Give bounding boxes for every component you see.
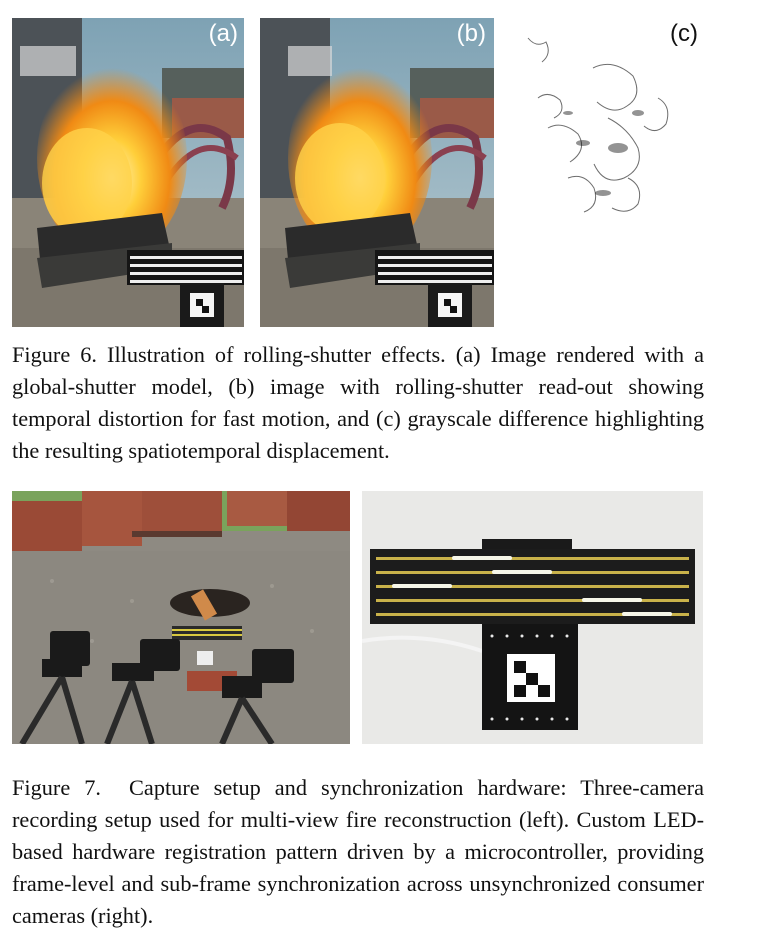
panel-label-b: (b) <box>456 20 486 47</box>
three-camera-setup-photo <box>12 491 350 744</box>
figure7-photo-led-pattern <box>362 491 703 744</box>
figure6-caption: Figure 6. Illustration of rolling-shutter effects. (a) Image rendered with a global-shutter model, (b) image with rolling-shutter read-out showing temporal distortion for fast motion, and (c) grayscale difference highlighting the resulting spatiotemporal displacement. <box>12 342 710 463</box>
fire-render-rolling-shutter-image <box>260 18 494 327</box>
figure6-panel-c <box>508 18 704 258</box>
panel-label-c: (c) <box>670 20 698 47</box>
figure7-photo-camera-setup <box>12 491 350 744</box>
figure6-panel-b <box>260 18 494 327</box>
panel-label-a: (a) <box>208 20 238 47</box>
led-registration-board-photo <box>362 491 703 744</box>
grayscale-difference-image <box>508 18 704 258</box>
figure7-caption: Figure 7. Capture setup and synchronization hardware: Three-camera recording setup used for multi-view fire reconstruction (left). Custom LED-based hardware registration pattern driven by a microcontroller, providing frame-level and sub-frame synchronization across unsynchronized consumer cameras (right). <box>12 775 710 928</box>
fire-render-global-shutter-image <box>12 18 244 327</box>
figure6-panel-a <box>12 18 244 327</box>
